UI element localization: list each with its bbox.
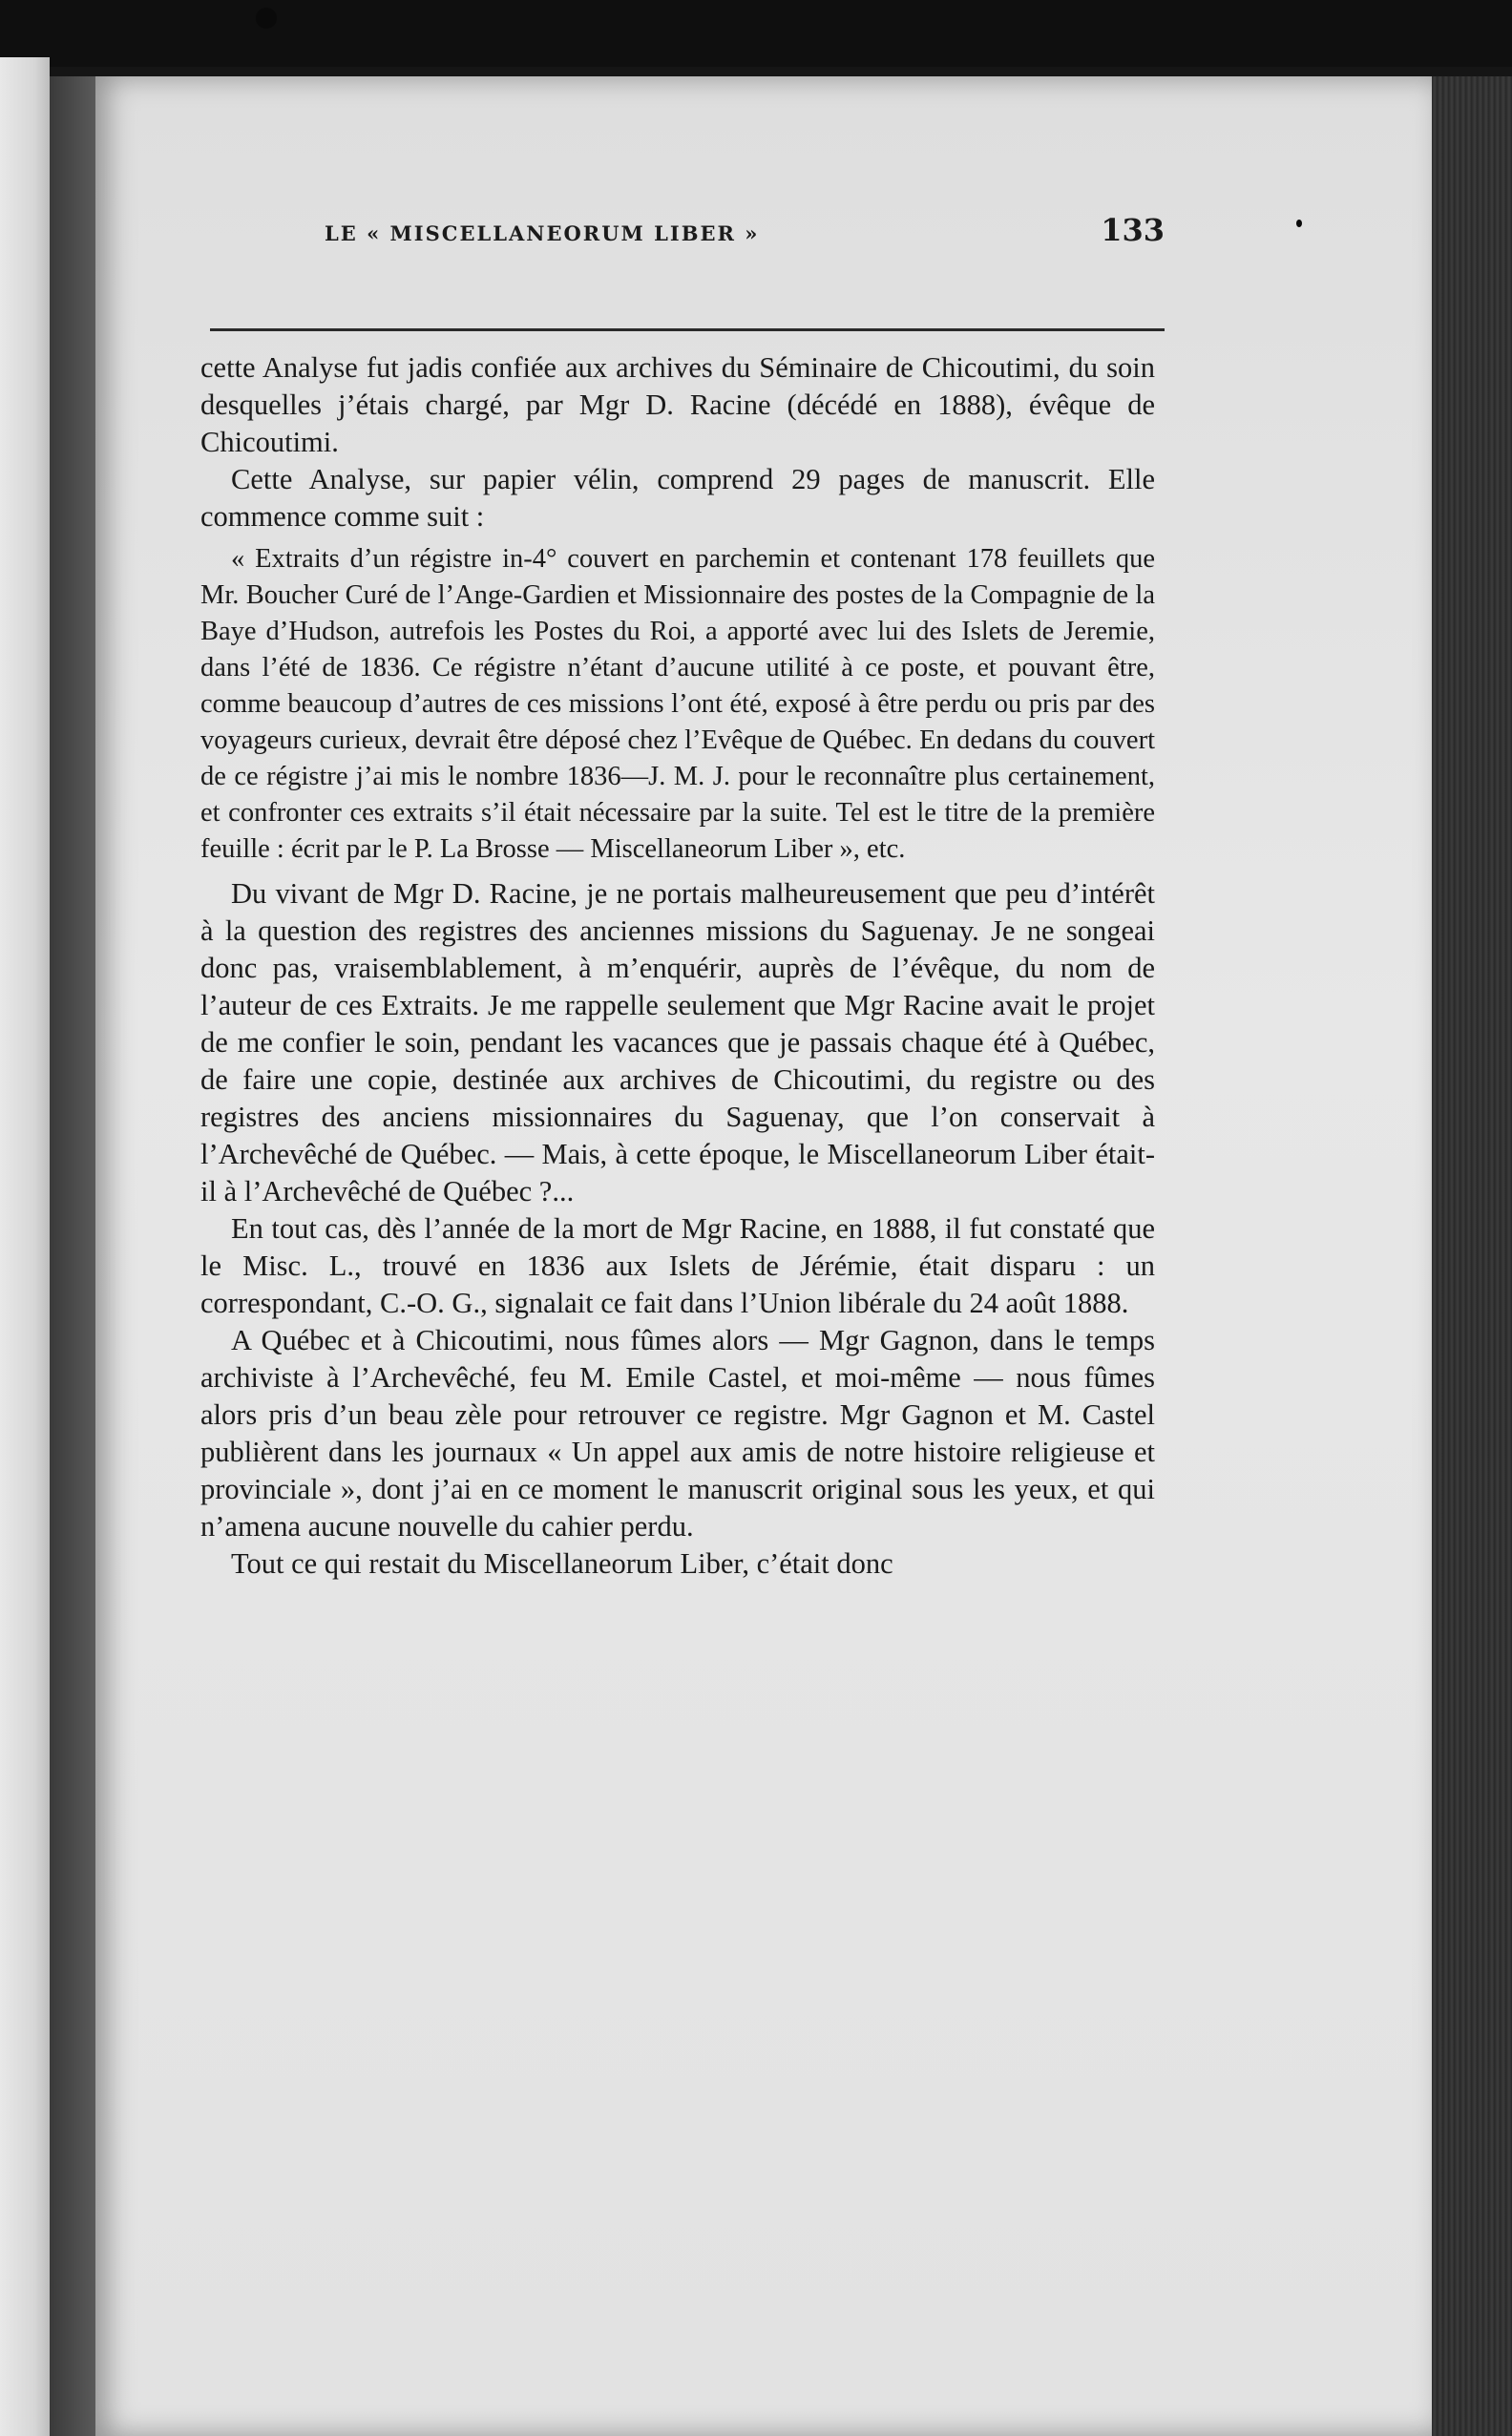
paragraph: En tout cas, dès l’année de la mort de Mgr Racine, en 1888, il fut constaté que le Misc. L., trouvé en 1836 aux Islets de Jérémie, était disparu : un correspondant, C.-O. G., signalait ce fait dans l’Union libérale du 24 août 1888. — [200, 1212, 1155, 1319]
paragraph: cette Analyse fut jadis confiée aux archives du Séminaire de Chicoutimi, du soin desquelles j’étais chargé, par Mgr D. Racine (décédé en 1888), évêque de Chicoutimi. — [200, 351, 1155, 458]
film-border-top — [0, 0, 1512, 67]
film-border-left — [0, 57, 50, 2436]
book-gutter-shadow — [50, 76, 95, 2436]
paragraph: Du vivant de Mgr D. Racine, je ne portais malheureusement que peu d’intérêt à la question des registres des anciennes missions du Saguenay. Je ne songeai donc pas, vraisemblablement, à m’enquérir, auprès de l’évêque, du nom de l’auteur de ces Extraits. Je me rappelle seulement que Mgr Racine avait le projet de me confier le soin, pendant les vacances que je passais chaque été à Québec, de faire une copie, destinée aux archives de Chicoutimi, du registre ou des registres des anciens missionnaires du Saguenay, que l’on conservait à l’Archevêché de Québec. — Mais, à cette époque, le Miscellaneorum Liber était-il à l’Archevêché de Québec ?... — [200, 877, 1155, 1208]
running-head — [325, 210, 1165, 258]
dust-speck — [256, 8, 277, 29]
book-page-edges — [1432, 76, 1512, 2436]
dust-speck — [1296, 220, 1302, 227]
paragraph: A Québec et à Chicoutimi, nous fûmes alors — Mgr Gagnon, dans le temps archiviste à l’Archevêché, feu M. Emile Castel, et moi-même — nous fûmes alors pris d’un beau zèle pour retrouver ce registre. Mgr Gagnon et M. Castel publièrent dans les journaux « Un appel aux amis de notre histoire religieuse et provinciale », dont j’ai en ce moment le manuscrit original sous les yeux, et qui n’amena aucune nouvelle du cahier perdu. — [200, 1324, 1155, 1543]
running-title: LE « MISCELLANEORUM LIBER » — [325, 221, 760, 245]
quoted-extract: « Extraits d’un régistre in-4° couvert en parchemin et contenant 178 feuillets que Mr. Boucher Curé de l’Ange-Gardien et Missionnaire des postes de la Compagnie de la Baye d’Hudson, autrefois les Postes du Roi, a apporté avec lui des Islets de Jeremie, dans l’été de 1836. Ce régistre n’étant d’aucune utilité à ce poste, et pouvant être, comme beaucoup d’autres de ces missions l’ont été, exposé à être perdu ou pris par des voyageurs curieux, devrait être déposé chez l’Evêque de Québec. En dedans du couvert de ce régistre j’ai mis le nombre 1836—J. M. J. pour le reconnaître plus certainement, et confronter ces extraits s’il était nécessaire par la suite. Tel est le titre de la première feuille : écrit par le P. La Brosse — Miscellaneorum Liber », etc. — [200, 544, 1155, 864]
body-text — [200, 349, 1155, 1583]
paragraph: Cette Analyse, sur papier vélin, comprend 29 pages de manuscrit. Elle commence comme suit : — [200, 463, 1155, 533]
header-rule — [210, 328, 1165, 331]
paragraph: Tout ce qui restait du Miscellaneorum Liber, c’était donc — [231, 1547, 893, 1580]
page-number: 133 — [1101, 212, 1165, 248]
